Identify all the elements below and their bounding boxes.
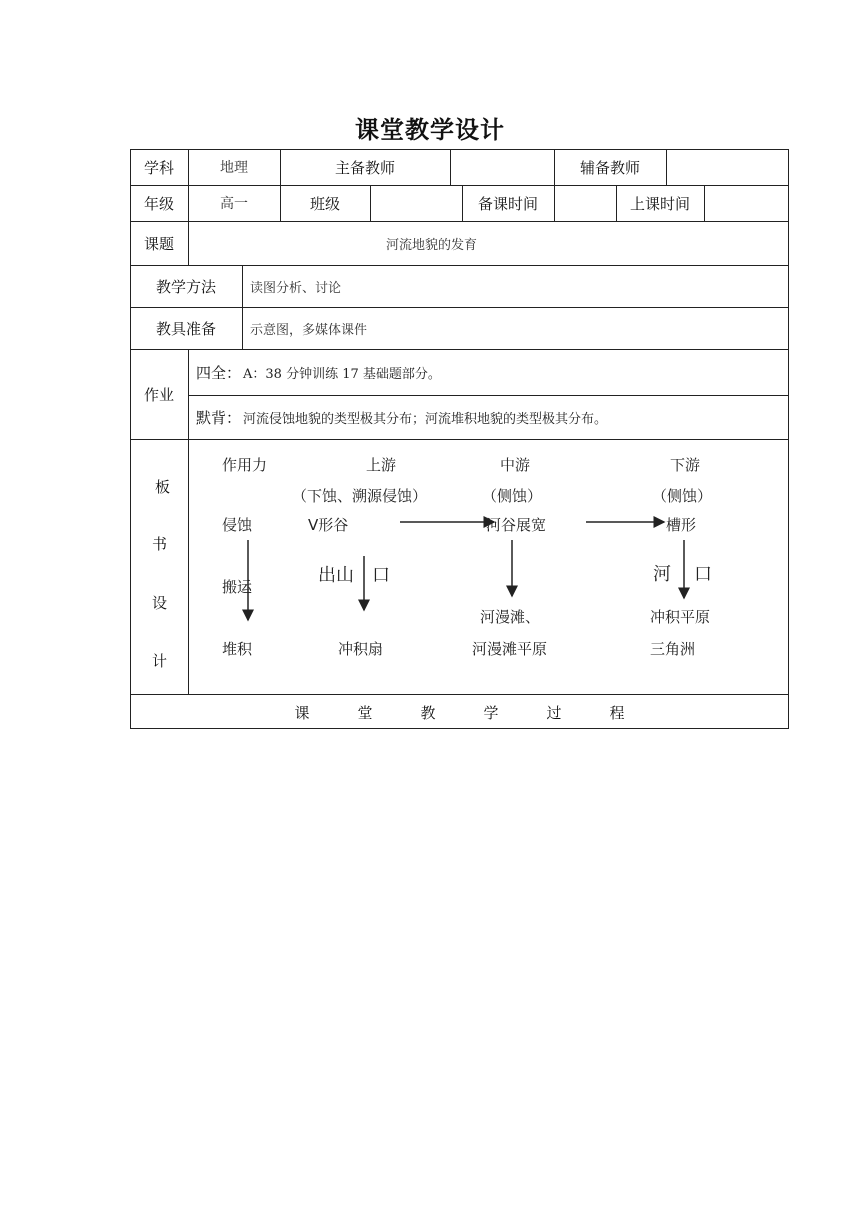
lower-sub: （侧蚀） — [652, 487, 713, 505]
prep-time-value — [554, 185, 616, 221]
col-divider — [188, 349, 189, 694]
topic-label: 课题 — [143, 234, 174, 253]
tools-value: 示意图，多媒体课件 — [250, 322, 368, 338]
delta-text: 三角洲 — [650, 640, 696, 658]
tools-label: 教具准备 — [155, 319, 216, 338]
board-label-char: 计 — [152, 652, 168, 670]
process-char: 程 — [609, 703, 625, 722]
middle-header: 中游 — [500, 456, 531, 474]
upper-sub: （下蚀、溯源侵蚀） — [292, 487, 428, 505]
floodplain-plain-text: 河漫滩平原 — [472, 640, 548, 658]
class-value — [370, 185, 462, 221]
grade-value: 高一 — [220, 196, 248, 212]
lower-header: 下游 — [670, 456, 701, 474]
homework-line1 — [196, 349, 441, 395]
subject-label: 学科 — [143, 158, 174, 177]
class-time-value — [704, 185, 789, 221]
process-char: 课 — [294, 703, 310, 722]
board-label-char: 设 — [152, 594, 168, 612]
mouth-text: 口 — [694, 564, 712, 585]
method-label: 教学方法 — [155, 277, 216, 296]
homework-line2-label: 默背： — [196, 408, 242, 427]
alluvial-plain-text: 冲积平原 — [650, 608, 711, 626]
board-label-char: 板 — [155, 478, 171, 496]
class-time-label: 上课时间 — [629, 194, 690, 213]
topic-value: 河流地貌的发育 — [386, 237, 478, 253]
valley-widen-text: 河谷展宽 — [486, 516, 547, 534]
floodplain-text: 河漫滩、 — [480, 608, 541, 626]
mouth-text: 口 — [372, 565, 390, 586]
force-header: 作用力 — [222, 456, 268, 474]
deposition-text: 堆积 — [222, 640, 253, 658]
process-char: 学 — [483, 703, 499, 722]
alluvial-fan-text: 冲积扇 — [338, 640, 384, 658]
v-valley-text: V形谷 — [308, 516, 349, 534]
grade-label: 年级 — [143, 194, 174, 213]
col-divider — [242, 265, 243, 349]
homework-line1-text: A：38 分钟训练 17 基础题部分。 — [243, 366, 441, 382]
row-divider — [130, 439, 789, 440]
process-header — [130, 695, 789, 729]
board-label-char: 书 — [152, 535, 168, 553]
main-teacher-value — [450, 149, 554, 185]
middle-sub: （侧蚀） — [482, 487, 543, 505]
process-char: 教 — [420, 703, 436, 722]
trough-text: 槽形 — [666, 516, 697, 534]
process-char: 堂 — [357, 703, 373, 722]
prep-time-label: 备课时间 — [477, 194, 538, 213]
assist-teacher-value — [666, 149, 789, 185]
method-value: 读图分析、讨论 — [250, 280, 342, 296]
class-label: 班级 — [309, 194, 340, 213]
process-char: 过 — [546, 703, 562, 722]
homework-line2-text: 河流侵蚀地貌的类型极其分布；河流堆积地貌的类型极其分布。 — [243, 411, 608, 427]
upper-header: 上游 — [366, 456, 397, 474]
river-text: 河 — [653, 564, 671, 585]
mountain-exit-text: 出山 — [318, 565, 354, 586]
homework-label: 作业 — [143, 385, 174, 404]
subject-value: 地理 — [220, 160, 248, 176]
homework-line1-label: 四全： — [196, 363, 242, 382]
col-divider — [188, 221, 189, 265]
page-title: 课堂教学设计 — [355, 116, 505, 144]
main-teacher-label: 主备教师 — [334, 158, 395, 177]
assist-teacher-label: 辅备教师 — [579, 158, 640, 177]
erosion-text: 侵蚀 — [222, 516, 253, 534]
homework-line2 — [196, 395, 607, 439]
transport-text: 搬运 — [222, 578, 253, 596]
